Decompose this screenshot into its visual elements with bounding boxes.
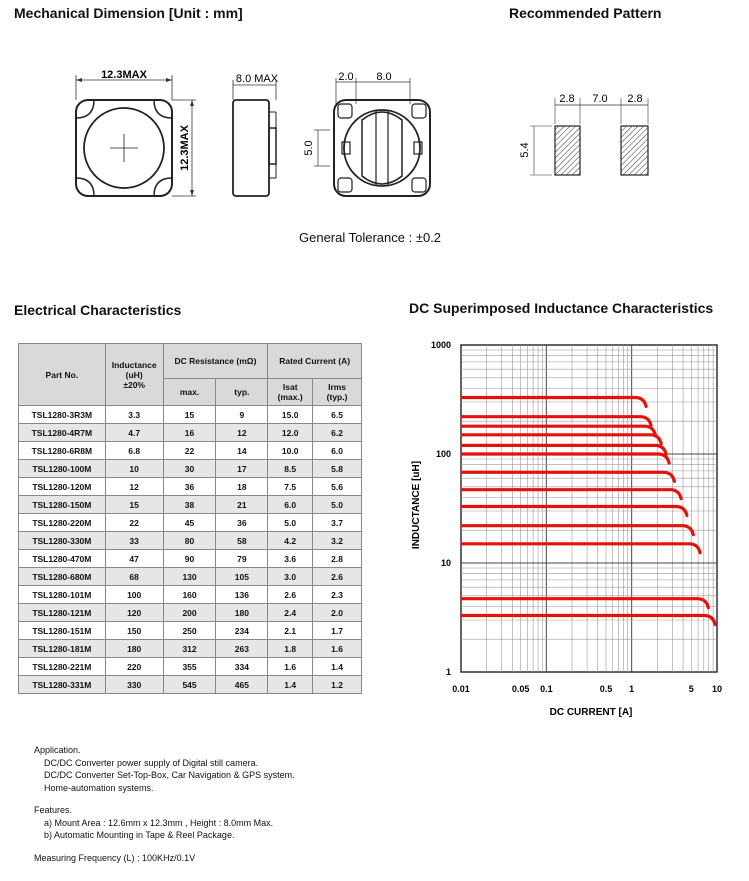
cell-part-no: TSL1280-3R3M <box>19 406 106 424</box>
inductance-curve <box>462 544 700 553</box>
cell-isat: 2.4 <box>268 604 313 622</box>
x-tick-label: 10 <box>711 684 723 694</box>
cell-isat: 3.0 <box>268 568 313 586</box>
features-item: a) Mount Area : 12.6mm x 12.3mm , Height : 8.0mm Max. <box>44 817 274 828</box>
cell-dcr-typ: 136 <box>216 586 268 604</box>
cell-isat: 1.6 <box>268 658 313 676</box>
cell-dcr-max: 16 <box>163 424 216 442</box>
cell-inductance: 330 <box>105 676 163 694</box>
cell-dcr-typ: 18 <box>216 478 268 496</box>
cell-irms: 2.8 <box>313 550 362 568</box>
cell-dcr-typ: 263 <box>216 640 268 658</box>
cell-dcr-max: 80 <box>163 532 216 550</box>
recommended-pattern <box>519 93 648 175</box>
cell-dcr-max: 90 <box>163 550 216 568</box>
table-row <box>19 496 362 514</box>
x-tick-label: 5 <box>688 684 694 694</box>
cell-dcr-max: 30 <box>163 460 216 478</box>
table-row <box>19 532 362 550</box>
header-dcr-max: max. <box>163 379 216 406</box>
cell-dcr-max: 45 <box>163 514 216 532</box>
y-tick-label: 1 <box>445 667 451 677</box>
cell-dcr-max: 545 <box>163 676 216 694</box>
cell-inductance: 180 <box>105 640 163 658</box>
cell-inductance: 6.8 <box>105 442 163 460</box>
cell-inductance: 3.3 <box>105 406 163 424</box>
cell-dcr-typ: 36 <box>216 514 268 532</box>
cell-dcr-typ: 105 <box>216 568 268 586</box>
cell-dcr-max: 36 <box>163 478 216 496</box>
top-height-dim: 12.3MAX <box>179 125 191 171</box>
table-row <box>19 514 362 532</box>
cell-isat: 5.0 <box>268 514 313 532</box>
application-item: Home-automation systems. <box>44 782 154 793</box>
x-tick-label: 0.05 <box>511 684 530 694</box>
table-row <box>19 676 362 694</box>
x-tick-label: 0.5 <box>599 684 613 694</box>
cell-dcr-typ: 465 <box>216 676 268 694</box>
application-item: DC/DC Converter power supply of Digital still camera. <box>44 757 259 768</box>
top-view <box>76 69 196 196</box>
cell-inductance: 150 <box>105 622 163 640</box>
cell-dcr-typ: 12 <box>216 424 268 442</box>
cell-irms: 1.2 <box>313 676 362 694</box>
cell-dcr-typ: 79 <box>216 550 268 568</box>
cell-isat: 12.0 <box>268 424 313 442</box>
features-item: b) Automatic Mounting in Tape & Reel Package. <box>44 830 235 840</box>
side-view <box>233 73 279 196</box>
x-tick-label: 0.01 <box>452 684 470 694</box>
cell-part-no: TSL1280-6R8M <box>19 442 106 460</box>
cell-part-no: TSL1280-331M <box>19 676 106 694</box>
notes <box>34 744 295 864</box>
electrical-title: Electrical Characteristics <box>14 302 182 318</box>
cell-dcr-typ: 58 <box>216 532 268 550</box>
cell-inductance: 4.7 <box>105 424 163 442</box>
header-rated-current: Rated Current (A) <box>268 344 362 379</box>
cell-inductance: 33 <box>105 532 163 550</box>
cell-inductance: 12 <box>105 478 163 496</box>
y-tick-label: 10 <box>440 558 451 568</box>
cell-dcr-max: 355 <box>163 658 216 676</box>
cell-dcr-max: 38 <box>163 496 216 514</box>
top-width-dim: 12.3MAX <box>101 69 147 81</box>
x-tick-label: 0.1 <box>540 684 553 694</box>
cell-dcr-typ: 21 <box>216 496 268 514</box>
header-inductance: Inductance (uH) ±20% <box>105 344 163 406</box>
header-dcr-typ: typ. <box>216 379 268 406</box>
measuring-frequency: Measuring Frequency (L) : 100KHz/0.1V <box>34 852 196 863</box>
cell-isat: 10.0 <box>268 442 313 460</box>
cell-dcr-typ: 234 <box>216 622 268 640</box>
table-row <box>19 478 362 496</box>
y-tick-label: 1000 <box>430 340 451 350</box>
mechanical-drawings <box>0 0 749 260</box>
cell-part-no: TSL1280-120M <box>19 478 106 496</box>
x-tick-label: 1 <box>629 684 635 694</box>
cell-part-no: TSL1280-150M <box>19 496 106 514</box>
cell-part-no: TSL1280-680M <box>19 568 106 586</box>
cell-irms: 1.7 <box>313 622 362 640</box>
cell-dcr-max: 160 <box>163 586 216 604</box>
cell-part-no: TSL1280-221M <box>19 658 106 676</box>
cell-part-no: TSL1280-121M <box>19 604 106 622</box>
cell-inductance: 47 <box>105 550 163 568</box>
cell-dcr-typ: 180 <box>216 604 268 622</box>
side-height-dim: 8.0 MAX <box>235 73 279 85</box>
cell-dcr-max: 22 <box>163 442 216 460</box>
cell-dcr-max: 130 <box>163 568 216 586</box>
inductance-chart <box>405 335 745 725</box>
table-row <box>19 586 362 604</box>
bottom-dim-a: 2.0 <box>338 71 354 83</box>
cell-part-no: TSL1280-4R7M <box>19 424 106 442</box>
cell-dcr-max: 312 <box>163 640 216 658</box>
cell-irms: 6.0 <box>313 442 362 460</box>
cell-inductance: 15 <box>105 496 163 514</box>
application-title: Application. <box>34 745 81 755</box>
electrical-table <box>18 343 362 694</box>
cell-dcr-max: 200 <box>163 604 216 622</box>
cell-isat: 6.0 <box>268 496 313 514</box>
bottom-dim-b: 8.0 <box>376 71 392 83</box>
header-irms: Irms (typ.) <box>313 379 362 406</box>
cell-isat: 2.6 <box>268 586 313 604</box>
chart-xlabel: DC CURRENT [A] <box>549 707 633 718</box>
cell-isat: 1.4 <box>268 676 313 694</box>
cell-irms: 1.4 <box>313 658 362 676</box>
table-row <box>19 406 362 424</box>
cell-dcr-typ: 14 <box>216 442 268 460</box>
chart-title: DC Superimposed Inductance Characteristics <box>409 300 714 316</box>
table-row <box>19 604 362 622</box>
table-row <box>19 568 362 586</box>
cell-irms: 2.6 <box>313 568 362 586</box>
table-row <box>19 622 362 640</box>
cell-irms: 3.7 <box>313 514 362 532</box>
inductance-curve <box>462 454 669 463</box>
general-tolerance: General Tolerance : ±0.2 <box>299 230 442 245</box>
chart-ylabel: INDUCTANCE [uH] <box>411 460 422 550</box>
cell-inductance: 120 <box>105 604 163 622</box>
pad-height: 5.4 <box>519 142 531 158</box>
cell-irms: 6.5 <box>313 406 362 424</box>
cell-part-no: TSL1280-470M <box>19 550 106 568</box>
table-row <box>19 460 362 478</box>
cell-inductance: 68 <box>105 568 163 586</box>
header-dc-resistance: DC Resistance (mΩ) <box>163 344 268 379</box>
header-part-no: Part No. <box>19 344 106 406</box>
cell-part-no: TSL1280-101M <box>19 586 106 604</box>
application-item: DC/DC Converter Set-Top-Box, Car Navigation & GPS system. <box>44 770 295 780</box>
cell-dcr-typ: 334 <box>216 658 268 676</box>
cell-irms: 5.0 <box>313 496 362 514</box>
cell-part-no: TSL1280-100M <box>19 460 106 478</box>
pattern-title: Recommended Pattern <box>509 5 662 21</box>
cell-dcr-max: 15 <box>163 406 216 424</box>
bottom-view <box>303 71 430 196</box>
table-row <box>19 424 362 442</box>
header-isat: Isat (max.) <box>268 379 313 406</box>
cell-irms: 1.6 <box>313 640 362 658</box>
cell-irms: 2.0 <box>313 604 362 622</box>
cell-irms: 6.2 <box>313 424 362 442</box>
cell-isat: 15.0 <box>268 406 313 424</box>
cell-dcr-max: 250 <box>163 622 216 640</box>
cell-isat: 4.2 <box>268 532 313 550</box>
table-row <box>19 442 362 460</box>
cell-dcr-typ: 9 <box>216 406 268 424</box>
mech-title: Mechanical Dimension [Unit : mm] <box>14 5 243 21</box>
pad-width-left: 2.8 <box>559 93 575 105</box>
cell-part-no: TSL1280-330M <box>19 532 106 550</box>
bottom-dim-c: 5.0 <box>303 140 315 156</box>
cell-inductance: 10 <box>105 460 163 478</box>
pad-width-right: 2.8 <box>627 93 643 105</box>
plot-frame <box>461 345 717 672</box>
cell-irms: 3.2 <box>313 532 362 550</box>
cell-part-no: TSL1280-181M <box>19 640 106 658</box>
cell-isat: 7.5 <box>268 478 313 496</box>
cell-part-no: TSL1280-220M <box>19 514 106 532</box>
cell-isat: 8.5 <box>268 460 313 478</box>
cell-dcr-typ: 17 <box>216 460 268 478</box>
cell-inductance: 220 <box>105 658 163 676</box>
pad-gap: 7.0 <box>592 93 608 105</box>
inductance-curve <box>462 472 674 481</box>
cell-isat: 2.1 <box>268 622 313 640</box>
table-row <box>19 550 362 568</box>
cell-inductance: 100 <box>105 586 163 604</box>
y-tick-label: 100 <box>435 449 451 459</box>
cell-isat: 1.8 <box>268 640 313 658</box>
cell-irms: 2.3 <box>313 586 362 604</box>
table-row <box>19 658 362 676</box>
features-title: Features. <box>34 805 73 815</box>
cell-irms: 5.6 <box>313 478 362 496</box>
cell-irms: 5.8 <box>313 460 362 478</box>
cell-isat: 3.6 <box>268 550 313 568</box>
cell-part-no: TSL1280-151M <box>19 622 106 640</box>
cell-inductance: 22 <box>105 514 163 532</box>
table-row <box>19 640 362 658</box>
